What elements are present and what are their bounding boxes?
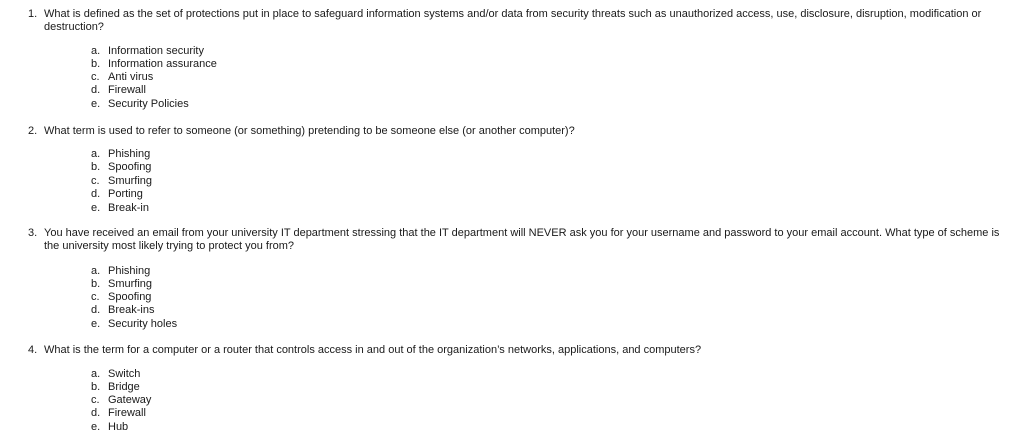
option-text: Smurfing (108, 278, 153, 290)
option-text: Spoofing (108, 161, 152, 173)
answer-option (0, 202, 400, 215)
option-letter: e. (91, 318, 101, 330)
option-text: Bridge (108, 381, 140, 393)
option-text: Break-ins (108, 304, 155, 316)
option-letter: e. (91, 202, 101, 214)
option-text: Firewall (108, 84, 146, 96)
option-letter: b. (91, 381, 101, 393)
answer-option (0, 368, 400, 381)
question-text: What is the term for a computer or a router that controls access in and out of the organization’s networks, applications, and computers? (44, 344, 702, 356)
option-text: Porting (108, 188, 143, 200)
answer-option (0, 291, 400, 304)
option-letter: d. (91, 188, 101, 200)
answer-option (0, 278, 400, 291)
answer-option (0, 407, 400, 420)
answer-option (0, 148, 400, 161)
answer-option (0, 188, 400, 201)
option-letter: a. (91, 265, 101, 277)
question-number: 2. (28, 125, 38, 137)
question-text: What term is used to refer to someone (or something) pretending to be someone else (or another computer)? (44, 125, 575, 137)
option-text: Information security (108, 45, 204, 57)
option-text: Anti virus (108, 71, 154, 83)
answer-option (0, 304, 400, 317)
option-letter: d. (91, 407, 101, 419)
option-text: Security holes (108, 318, 178, 330)
question-number: 1. (28, 8, 38, 20)
option-letter: c. (91, 394, 100, 406)
answer-option (0, 84, 400, 97)
option-letter: b. (91, 278, 101, 290)
answer-option (0, 265, 400, 278)
answer-option (0, 394, 400, 407)
option-letter: d. (91, 304, 101, 316)
option-text: Phishing (108, 148, 151, 160)
answer-option (0, 381, 400, 394)
question-number: 4. (28, 344, 38, 356)
question-text: You have received an email from your university IT department stressing that the IT department will NEVER ask you for your username and password to your email account. What type of scheme is the university most likely trying to protect you from? (44, 227, 1000, 252)
option-text: Security Policies (108, 98, 189, 110)
option-letter: a. (91, 148, 101, 160)
option-letter: a. (91, 368, 101, 380)
option-letter: b. (91, 58, 101, 70)
answer-option (0, 175, 400, 188)
option-letter: e. (91, 98, 101, 110)
option-letter: b. (91, 161, 101, 173)
option-text: Hub (108, 421, 129, 433)
answer-option (0, 71, 400, 84)
answer-option (0, 45, 400, 58)
option-letter: e. (91, 421, 101, 433)
option-letter: c. (91, 291, 100, 303)
question-text: What is defined as the set of protections put in place to safeguard information systems and/or data from security threats such as unauthorized access, use, disclosure, disruption, modification or destruction? (44, 8, 982, 33)
option-text: Break-in (108, 202, 149, 214)
answer-option (0, 98, 400, 111)
answer-option (0, 421, 400, 434)
option-letter: a. (91, 45, 101, 57)
question-number: 3. (28, 227, 38, 239)
option-text: Gateway (108, 394, 152, 406)
option-text: Smurfing (108, 175, 153, 187)
answer-option (0, 318, 400, 331)
option-text: Firewall (108, 407, 146, 419)
option-letter: d. (91, 84, 101, 96)
option-text: Spoofing (108, 291, 152, 303)
answer-option (0, 161, 400, 174)
option-text: Switch (108, 368, 141, 380)
option-letter: c. (91, 71, 100, 83)
option-text: Phishing (108, 265, 151, 277)
answer-option (0, 58, 400, 71)
option-text: Information assurance (108, 58, 217, 70)
option-letter: c. (91, 175, 100, 187)
